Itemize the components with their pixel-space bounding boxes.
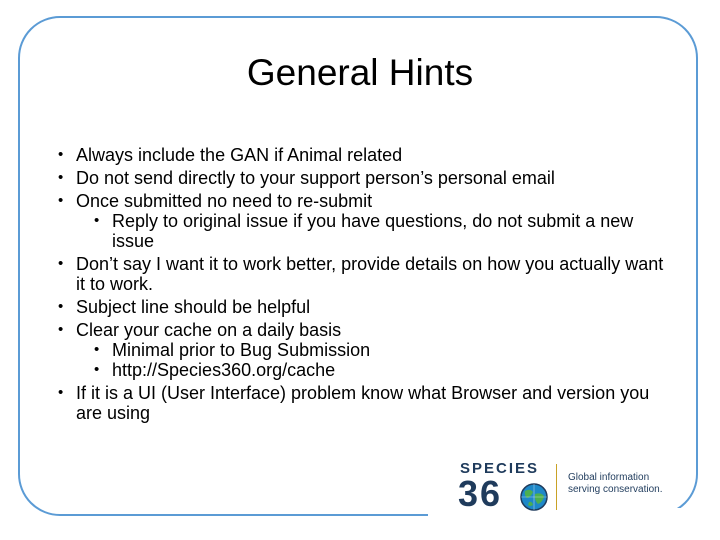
bullet-list [56, 142, 666, 423]
bullet-item [56, 168, 666, 188]
bullet-text: http://Species360.org/cache [112, 360, 336, 380]
logo-divider [556, 464, 557, 510]
bullet-icon: • [58, 169, 64, 186]
species360-logo [458, 458, 680, 516]
logo-tagline-line1: Global information [568, 472, 650, 483]
bullet-icon: • [94, 212, 100, 229]
bullet-icon: • [58, 146, 64, 163]
sub-bullet-item [56, 360, 666, 380]
bullet-item [56, 191, 666, 211]
bullet-item [56, 297, 666, 317]
bullet-text: If it is a UI (User Interface) problem know what Browser and version you are using [76, 383, 650, 423]
bullet-icon: • [58, 321, 64, 338]
bullet-item [56, 383, 666, 423]
bullet-item [56, 145, 666, 165]
bullet-text: Reply to original issue if you have questions, do not submit a new issue [112, 211, 634, 251]
bullet-icon: • [58, 255, 64, 272]
bullet-text: Minimal prior to Bug Submission [112, 340, 371, 360]
bullet-text: Don’t say I want it to work better, provide details on how you actually want it to work. [76, 254, 664, 294]
bullet-icon: • [58, 298, 64, 315]
bullet-text: Always include the GAN if Animal related [76, 145, 403, 165]
slide-title: General Hints [246, 52, 474, 93]
logo-wordmark: SPECIES [460, 460, 540, 477]
sub-bullet-item [56, 340, 666, 360]
logo-tagline-line2: serving conservation. [568, 484, 663, 495]
bullet-icon: • [94, 341, 100, 358]
bullet-icon: • [94, 361, 100, 378]
bullet-text: Once submitted no need to re-submit [76, 191, 373, 211]
globe-icon [519, 482, 549, 512]
bullet-icon: • [58, 192, 64, 209]
bullet-text: Do not send directly to your support person’s personal email [76, 168, 555, 188]
bullet-item [56, 320, 666, 340]
logo-number-left: 36 [458, 473, 503, 514]
bullet-text: Subject line should be helpful [76, 297, 311, 317]
logo-tagline [568, 472, 680, 496]
bullet-item [56, 254, 666, 294]
sub-bullet-item [56, 211, 666, 251]
bullet-icon: • [58, 384, 64, 401]
bullet-text: Clear your cache on a daily basis [76, 320, 342, 340]
